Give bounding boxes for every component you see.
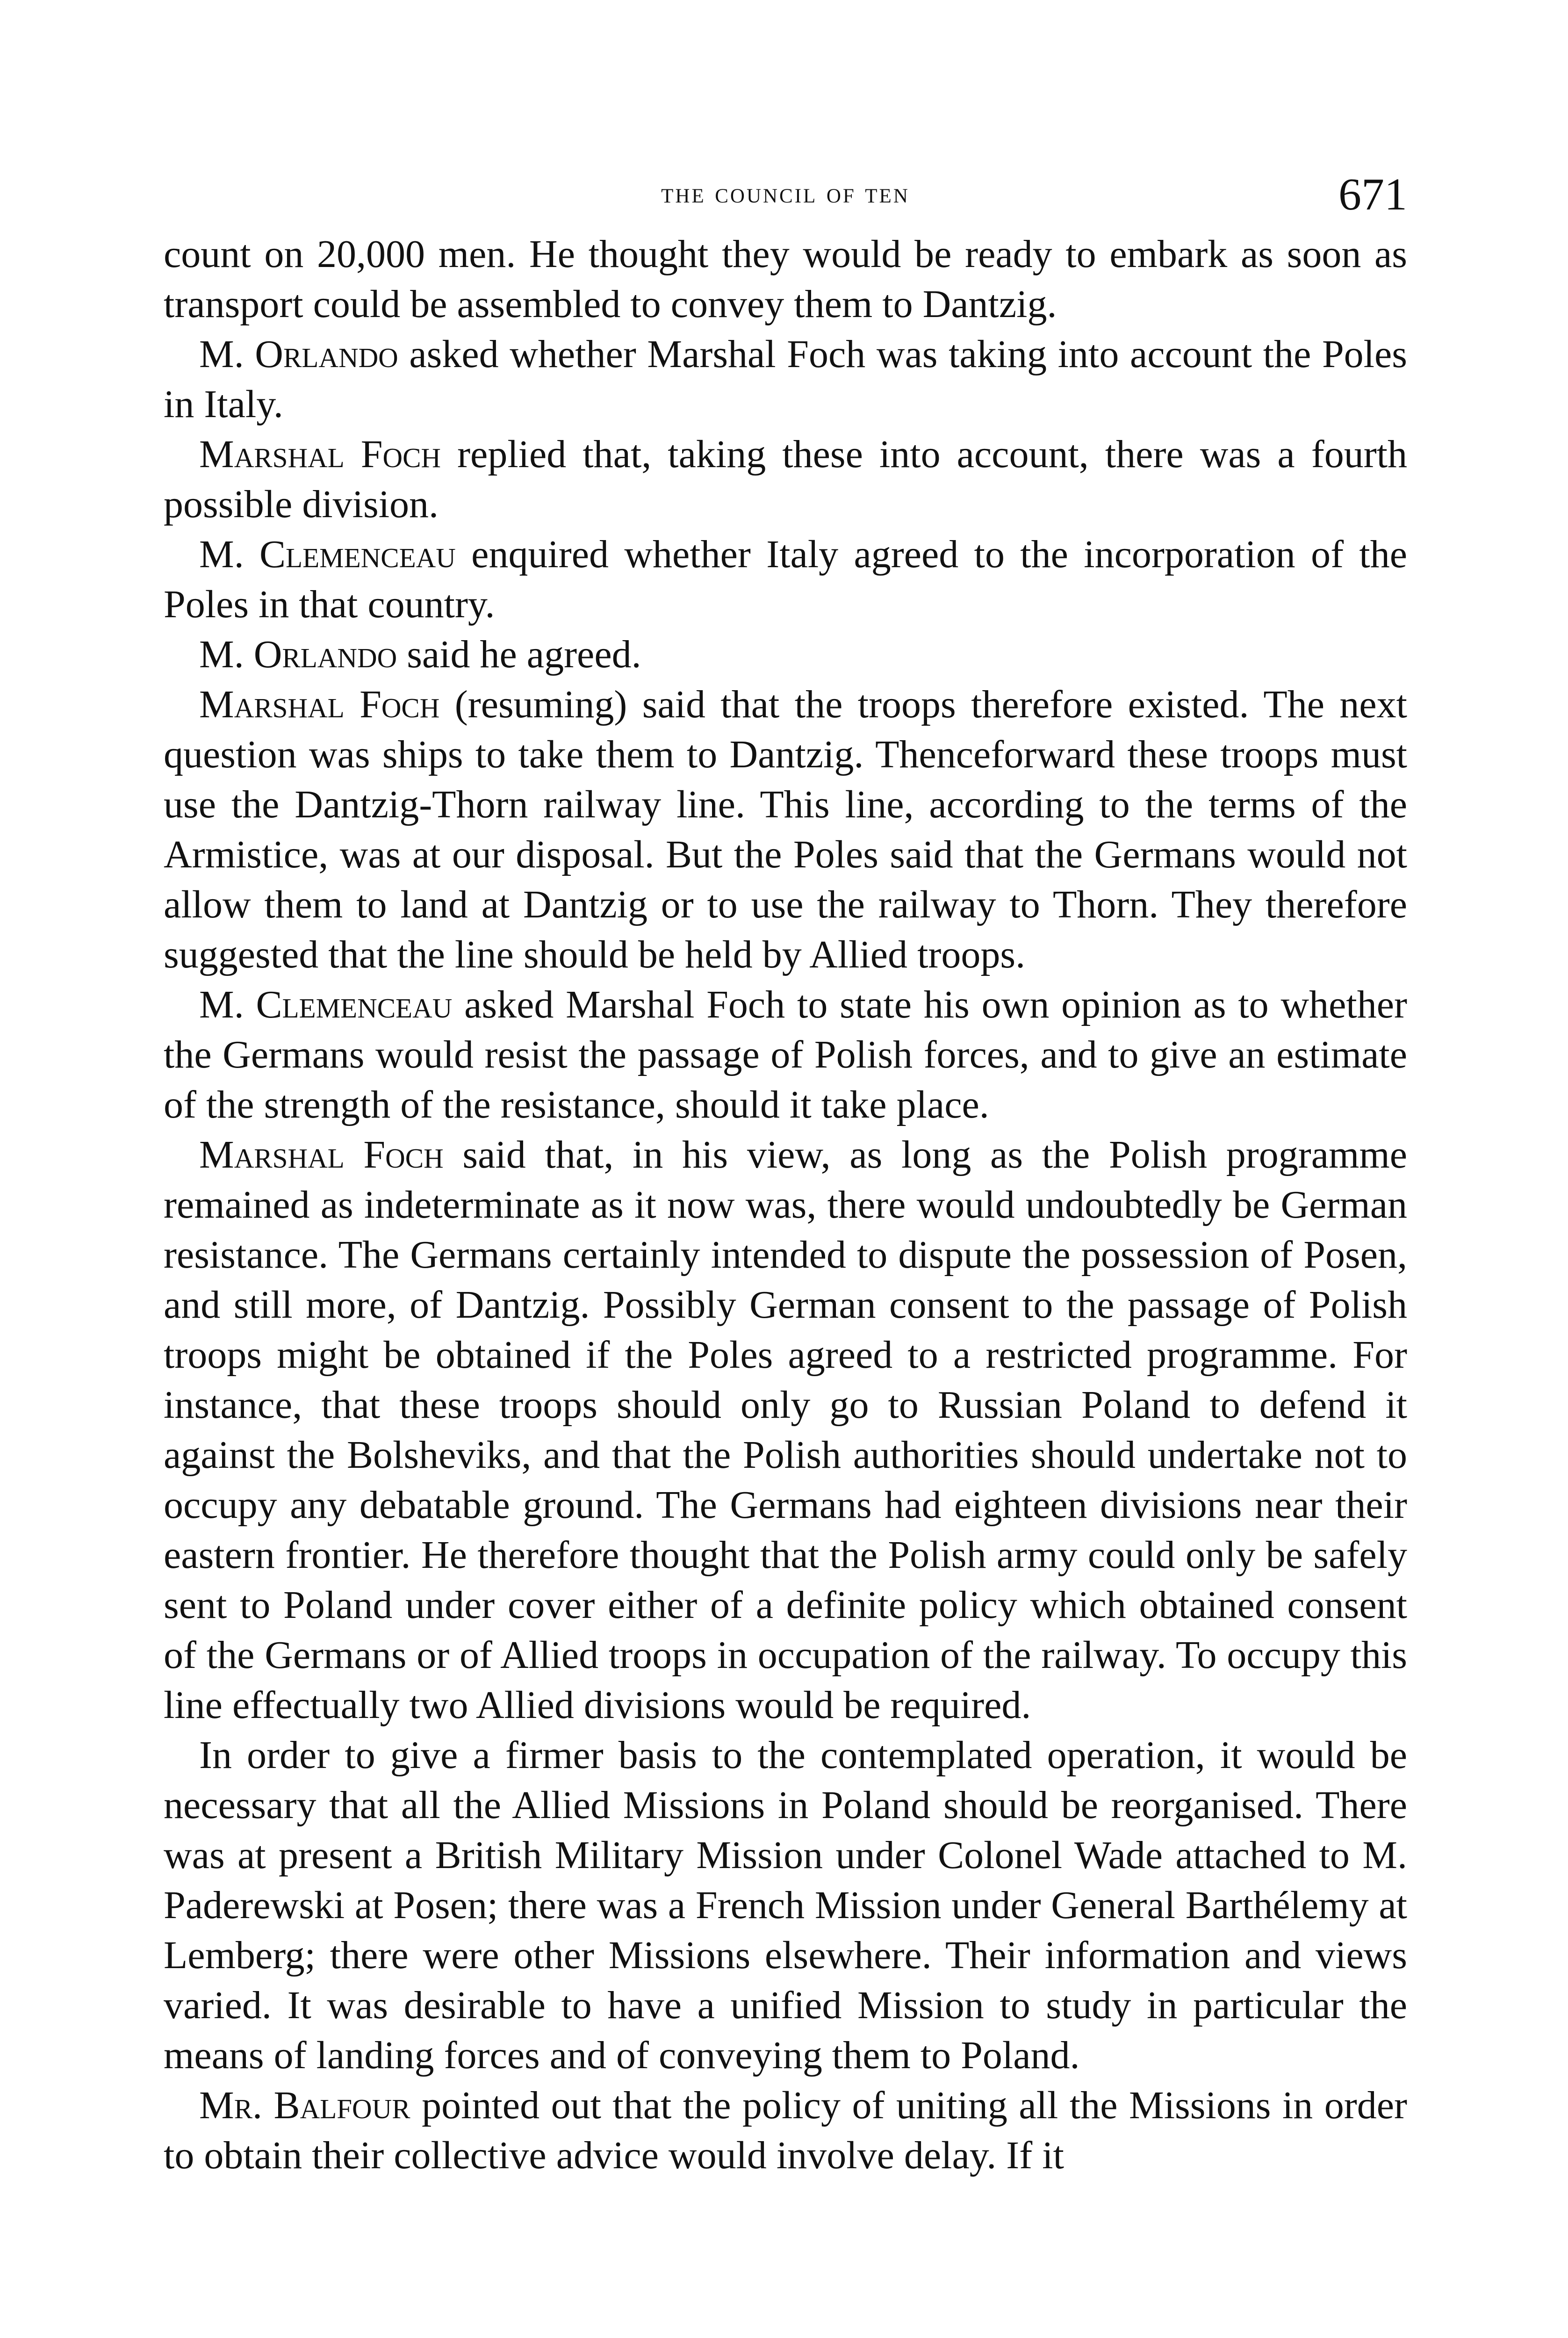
book-page bbox=[164, 168, 1407, 2180]
running-title: the council of ten bbox=[661, 177, 910, 209]
speaker-name: M. Orlando bbox=[199, 633, 397, 676]
paragraph-text: enquired whether Italy agreed to the incorporation of the Poles in that country. bbox=[164, 533, 1408, 626]
paragraph bbox=[164, 529, 1407, 629]
paragraph bbox=[164, 329, 1407, 429]
paragraph bbox=[164, 629, 1407, 679]
speaker-name: Marshal Foch bbox=[199, 683, 440, 726]
paragraph-text: replied that, taking these into account, there was a fourth possible division. bbox=[164, 433, 1407, 526]
paragraph bbox=[164, 679, 1407, 980]
paragraph bbox=[164, 229, 1407, 329]
speaker-name: Mr. Balfour bbox=[199, 2084, 410, 2127]
paragraph bbox=[164, 980, 1407, 1130]
page-number: 671 bbox=[1338, 169, 1407, 220]
paragraph bbox=[164, 1130, 1407, 1730]
paragraph-text: pointed out that the policy of uniting all the Missions in order to obtain their collective advice would involve delay. If it bbox=[164, 2084, 1407, 2177]
speaker-name: Marshal Foch bbox=[199, 433, 441, 476]
speaker-name: M. Clemenceau bbox=[199, 533, 456, 576]
paragraph-text: said he agreed. bbox=[397, 633, 641, 676]
paragraph bbox=[164, 429, 1407, 529]
body-text bbox=[164, 229, 1407, 2180]
speaker-name: M. Orlando bbox=[199, 332, 398, 376]
paragraph-text: asked Marshal Foch to state his own opinion as to whether the Germans would resist the passage of Polish forces, and to give an estimate of the strength of the resistance, should it take place. bbox=[164, 983, 1408, 1126]
paragraph-text: (resuming) said that the troops therefore existed. The next question was ships to take them to Dantzig. Thenceforward these troops must use the Dantzig-Thorn railway line. This line, according to the terms of the Armistice, was at our disposal. But the Poles said that the Germans would not allow them to land at Dantzig or to use the railway to Thorn. They therefore suggested that the line should be held by Allied troops. bbox=[164, 683, 1407, 976]
paragraph-text: In order to give a firmer basis to the contemplated operation, it would be necessary that all the Allied Missions in Poland should be reorganised. There was at present a British Military Mission under Colonel Wade attached to M. Paderewski at Posen; there was a French Mission under General Barthélemy at Lemberg; there were other Missions elsewhere. Their information and views varied. It was desirable to have a unified Mission to study in particular the means of landing forces and of conveying them to Poland. bbox=[164, 1733, 1407, 2077]
paragraph bbox=[164, 1730, 1407, 2080]
paragraph-text: asked whether Marshal Foch was taking into account the Poles in Italy. bbox=[164, 332, 1407, 426]
paragraph-text: count on 20,000 men. He thought they would be ready to embark as soon as transport could be assembled to convey them to Dantzig. bbox=[164, 232, 1407, 326]
speaker-name: M. Clemenceau bbox=[199, 983, 453, 1026]
running-head bbox=[164, 168, 1407, 229]
paragraph bbox=[164, 2080, 1407, 2180]
speaker-name: Marshal Foch bbox=[199, 1133, 444, 1176]
paragraph-text: said that, in his view, as long as the Polish programme remained as indeterminate as it now was, there would undoubtedly be German resistance. The Germans certainly intended to dispute the possession of Posen, and still more, of Dantzig. Possibly German consent to the passage of Polish troops might be obtained if the Poles agreed to a restricted programme. For instance, that these troops should only go to Russian Poland to defend it against the Bolsheviks, and that the Polish authorities should undertake not to occupy any debatable ground. The Germans had eighteen divisions near their eastern frontier. He therefore thought that the Polish army could only be safely sent to Poland under cover either of a definite policy which obtained consent of the Germans or of Allied troops in occupation of the railway. To occupy this line effectually two Allied divisions would be required. bbox=[164, 1133, 1407, 1727]
